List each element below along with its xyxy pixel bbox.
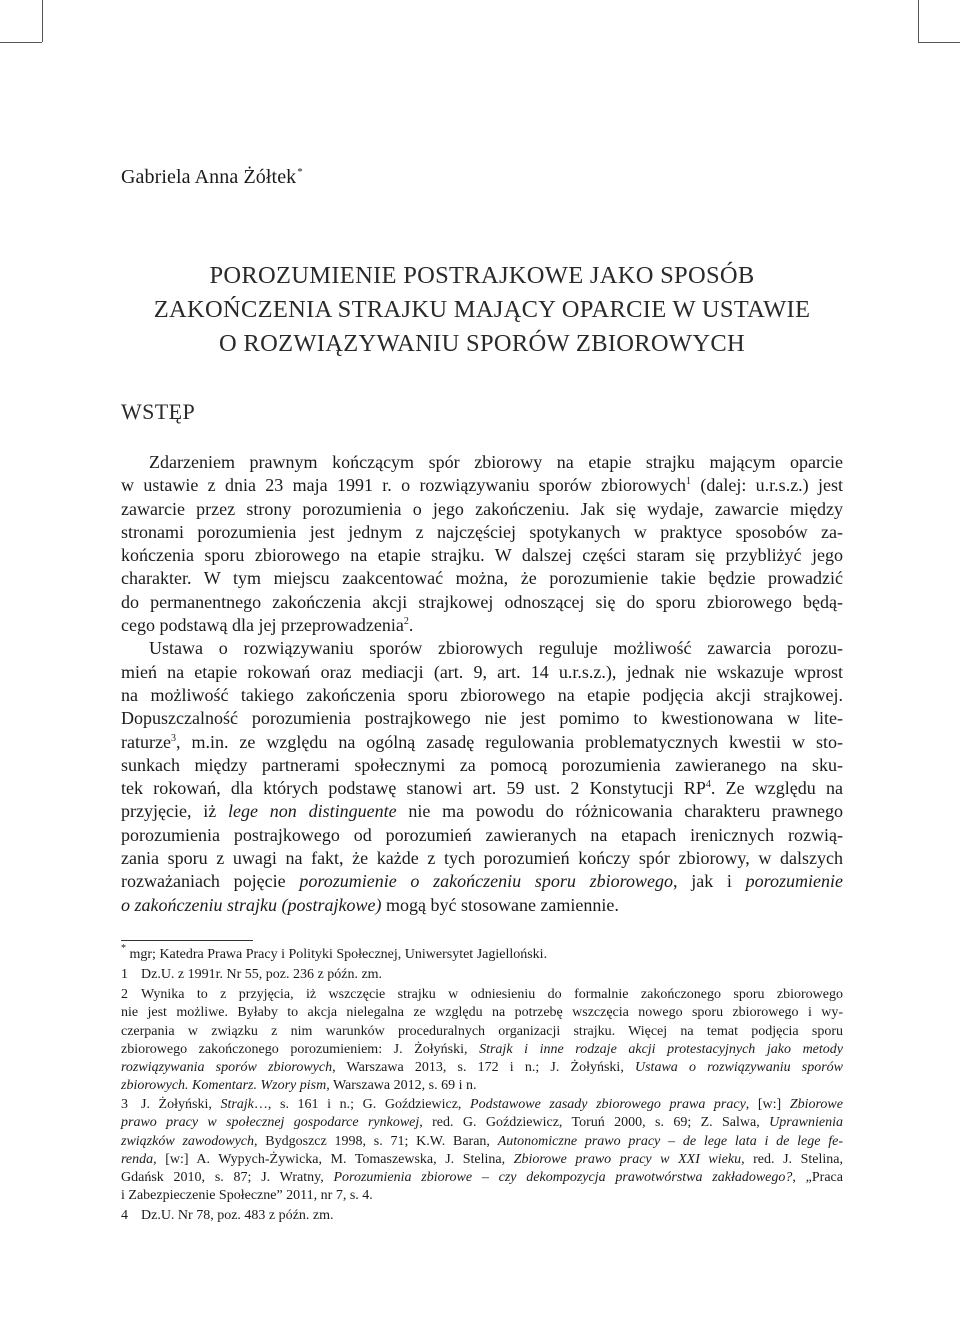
body-line: kończenia sporu zbiorowego na etapie strajku. W dalszej części staram się przybliżyć jego xyxy=(121,545,843,566)
body-line: na możliwość takiego zakończenia sporu zbiorowego na etapie podjęcia akcji strajkowej. xyxy=(121,684,843,705)
body-line: charakter. W tym miejscu zaakcentować można, że porozumienie takie będzie prowadzić xyxy=(121,568,843,589)
footnote-number: 3 xyxy=(121,1097,128,1112)
body-line: stronami porozumienia jest jednym z najczęściej spotykanych w praktyce sposobów za- xyxy=(121,521,843,542)
body-line: cego podstawą dla jej przeprowadzenia$^2$. xyxy=(121,615,414,636)
author-name: Gabriela Anna Żółtek xyxy=(121,166,297,188)
footnote-ref[interactable]: 2 xyxy=(403,616,409,628)
article-title xyxy=(121,259,843,361)
crop-mark xyxy=(42,0,43,42)
body-text xyxy=(121,451,843,917)
paper-page xyxy=(121,0,843,1324)
body-line: raturze$^3$, m.in. ze względu na ogólną zasadę regulowania problematycznych kwestii w sto- xyxy=(121,731,843,752)
body-line: Ustawa o rozwiązywaniu sporów zbiorowych reguluje możliwość zawarcia porozu- xyxy=(149,638,843,659)
footnote-text: Dz.U. z 1991r. Nr 55, poz. 236 z późn. zm. xyxy=(141,967,383,982)
title-line: POROZUMIENIE POSTRAJKOWE JAKO SPOSÓB xyxy=(209,262,755,289)
footnote-3: 3 J. Żołyński, Strajk…, s. 161 i n.; G. Goździewicz, Podstawowe zasady zbiorowego prawa pracy, [w:] Zbiorowe prawo pracy w społecznej gospodarce rynkowej, red. G. Goździewicz, Toruń 2000, s. 69; Z. Salwa, Uprawnienia związków zawodowych, Bydgoszcz 1998, s. 71; K.W. Baran, Autonomiczne prawo pracy – de lege lata i de lege fe- renda, [w:] A. Wypych-Żywicka, M. Tomaszewska, J. Stelina, Zbiorowe prawo pracy w XXI wieku, red. J. Stelina, Gdańsk 2010, s. 87; J. Wratny, Porozumienia zbiorowe – czy dekompozycja prawotwórstwa zakładowego?, „Praca i Zabezpieczenie Społeczne” 2011, nr 7, s. 4. xyxy=(121,1097,843,1204)
footnote-number: 1 xyxy=(121,967,128,982)
body-line: Dopuszczalność porozumienia postrajkowego nie jest pomimo to kwestionowana w lite- xyxy=(121,708,843,729)
footnote-number: 2 xyxy=(121,987,128,1002)
body-line: zawarcie przez strony porozumienia o jego zakończeniu. Jak się wydaje, zawarcie między xyxy=(121,498,843,519)
title-line: O ROZWIĄZYWANIU SPORÓW ZBIOROWYCH xyxy=(219,330,745,357)
crop-mark xyxy=(918,0,919,42)
body-line: sunkach między partnerami społecznymi za pomocą porozumienia zawieranego na sku- xyxy=(121,754,843,775)
footnote-ref[interactable]: 1 xyxy=(686,476,692,488)
body-line: w ustawie z dnia 23 maja 1991 r. o rozwiązywaniu sporów zbiorowych$^1$ (dalej: u.r.s.z.) jest xyxy=(121,475,844,496)
body-line: Zdarzeniem prawnym kończącym spór zbiorowy na etapie strajku mającym oparcie xyxy=(149,452,843,472)
footnote-4 xyxy=(121,1207,843,1225)
body-line: tek rokowań, dla których podstawę stanowi art. 59 ust. 2 Konstytucji $RP^4$. Ze względu na xyxy=(121,778,843,799)
footnote-marker: * xyxy=(121,943,126,954)
footnote-1 xyxy=(121,966,843,984)
body-line: zania sporu z uwagi na fakt, że każde z tych porozumień kończy spór zbiorowy, w dalszych xyxy=(121,848,843,869)
footnote-ref[interactable]: 3 xyxy=(170,732,176,744)
section-heading: WSTĘP xyxy=(121,399,196,424)
footnote-2: 2 Wynika to z przyjęcia, iż wszczęcie strajku w odniesieniu do formalnie zakończonego sporu zbiorowego nie jest możliwe. Byłaby to akcja nielegalna ze względu na potrzebę wszczęcia nowego sporu zbiorowego i wy- czerpania w związku z nim warunków proceduralnych organizacji strajku. Więcej na temat podjęcia sporu zbiorowego zakończonego porozumieniem: J. Żołyński, Strajk i inne rodzaje akcji protestacyjnych jako metody rozwiązywania sporów zbiorowych, Warszawa 2013, s. 172 i n.; J. Żołyński, Ustawa o rozwiązywaniu sporów zbiorowych. Komentarz. Wzory pism, Warszawa 2012, s. 69 i n. xyxy=(121,987,844,1094)
footnote-star xyxy=(121,943,843,964)
title-line: ZAKOŃCZENIA STRAJKU MAJĄCY OPARCIE W USTAWIE xyxy=(153,296,811,323)
crop-mark xyxy=(918,42,960,43)
author-line xyxy=(121,166,303,189)
footnote-number: 4 xyxy=(121,1208,128,1223)
body-line: do permanentnego zakończenia akcji strajkowej odnoszącej się do sporu zbiorowego będą- xyxy=(121,591,843,612)
footnote-separator xyxy=(121,940,253,941)
crop-mark xyxy=(0,42,42,43)
author-footnote-marker: * xyxy=(297,166,303,178)
body-line: o zakończeniu strajku (postrajkowe) mogą być stosowane zamiennie. xyxy=(121,894,619,915)
footnote-ref[interactable]: 4 xyxy=(705,779,711,791)
footnote-text: Dz.U. Nr 78, poz. 483 z późn. zm. xyxy=(141,1208,334,1223)
body-line: mień na etapie rokowań oraz mediacji (art. 9, art. 14 u.r.s.z.), jednak nie wskazuje wprost xyxy=(121,661,843,682)
body-line: przyjęcie, iż lege non distinguente nie ma powodu do różnicowania charakteru prawnego xyxy=(121,801,843,822)
body-line: rozważaniach pojęcie porozumienie o zakończeniu sporu zbiorowego, jak i porozumienie xyxy=(121,871,843,892)
body-line: porozumienia postrajkowego od porozumień zawieranych na etapach irenicznych rozwią- xyxy=(121,824,843,845)
footnote-text: mgr; Katedra Prawa Pracy i Polityki Społecznej, Uniwersytet Jagielloński. xyxy=(129,947,548,962)
